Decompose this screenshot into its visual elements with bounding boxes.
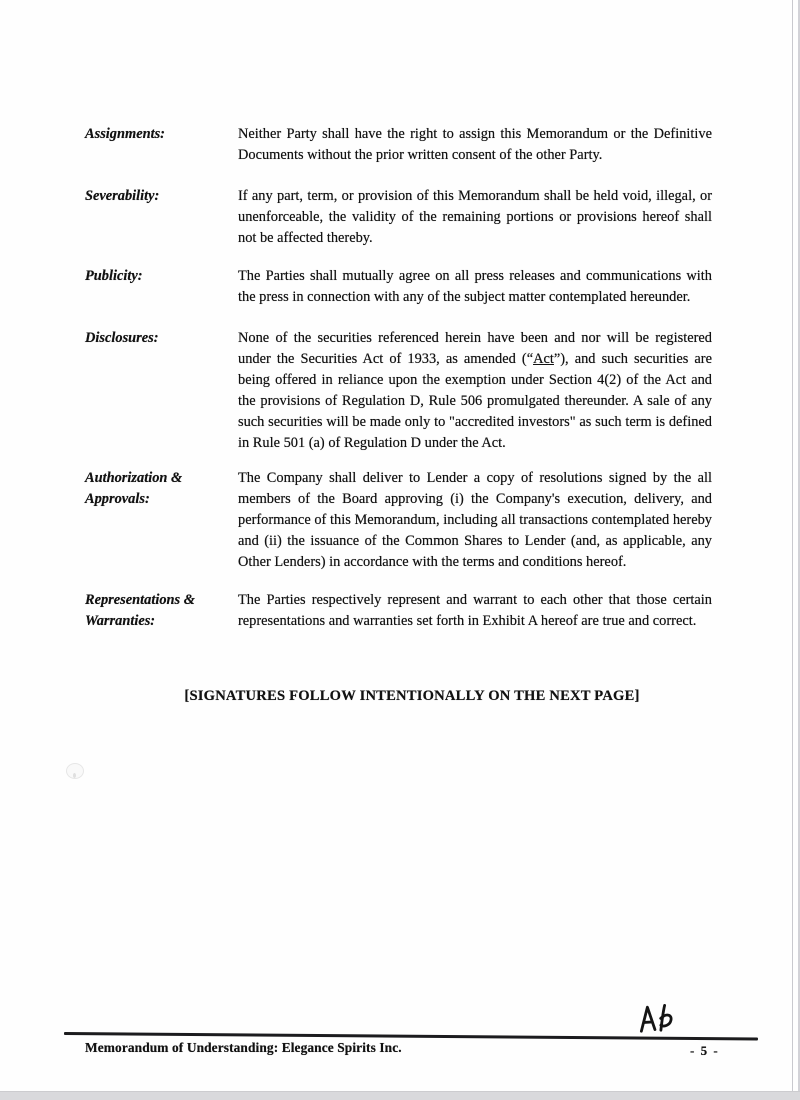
footer-document-title: Memorandum of Understanding: Elegance Spirits Inc. xyxy=(85,1040,402,1055)
term-label-publicity: Publicity: xyxy=(85,268,143,284)
disclosures-text-pre: None of the securities referenced herein have been and nor will be registered under the Securities Act of 1933, as amended (“ xyxy=(238,330,712,367)
term-label-assignments: Assignments: xyxy=(85,126,165,142)
term-label-authorization-approvals: Authorization & Approvals: xyxy=(85,470,183,507)
scan-bottom-edge-band xyxy=(0,1091,800,1100)
term-label-severability: Severability: xyxy=(85,188,160,204)
signature-notice: [SIGNATURES FOLLOW INTENTIONALLY ON THE NEXT PAGE] xyxy=(184,688,640,704)
disclosures-text-post: ”), and such securities are being offered in reliance upon the exemption under Section 4(2) of the Act and the provisions of Regulation D, Rule 506 promulgated thereunder. A sale of any such securities will be made only to "accredited investors" as such term is defined in Rule 501 (a) of Regulation D under the Act. xyxy=(238,351,712,451)
disclosures-defined-term: Act xyxy=(533,351,554,367)
term-label-disclosures: Disclosures: xyxy=(85,330,159,346)
handwritten-initials xyxy=(637,1002,679,1035)
term-body-disclosures xyxy=(238,328,712,454)
term-body-assignments: Neither Party shall have the right to assign this Memorandum or the Definitive Documents without the prior written consent of the other Party. xyxy=(238,126,712,163)
footer-page-number: - 5 - xyxy=(690,1043,720,1058)
term-body-representations-warranties: The Parties respectively represent and warrant to each other that those certain representations and warranties set forth in Exhibit A hereof are true and correct. xyxy=(238,592,712,629)
term-label-representations-warranties: Representations & Warranties: xyxy=(85,592,195,629)
scan-edge-line-right xyxy=(792,0,793,1100)
term-body-authorization-approvals: The Company shall deliver to Lender a copy of resolutions signed by the all members of the Board approving (i) the Company's execution, delivery, and performance of this Memorandum, including all transactions contemplated hereby and (ii) the issuance of the Common Shares to Lender (and, as applicable, any Other Lenders) in accordance with the terms and conditions hereof. xyxy=(238,470,712,570)
term-body-publicity: The Parties shall mutually agree on all press releases and communications with the press in connection with any of the subject matter contemplated hereunder. xyxy=(238,268,712,305)
term-body-severability: If any part, term, or provision of this Memorandum shall be held void, illegal, or unenforceable, the validity of the remaining portions or provisions hereof shall not be affected thereby. xyxy=(238,188,712,246)
scan-smudge-artifact xyxy=(66,763,84,779)
